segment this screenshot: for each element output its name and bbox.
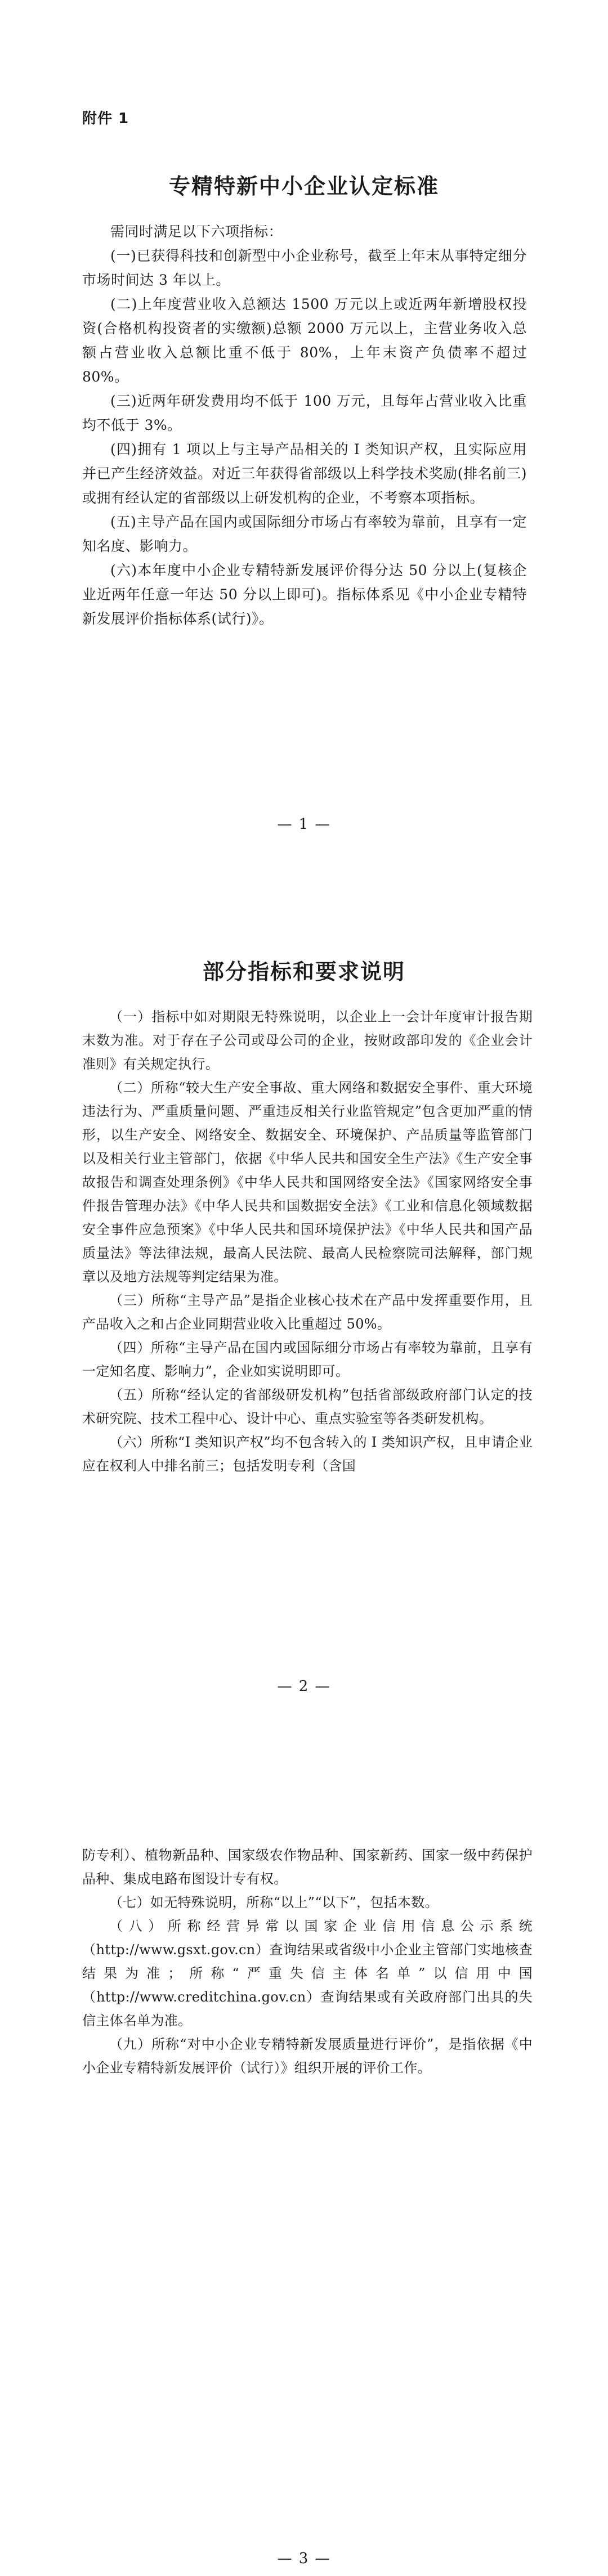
- explanation-7: （七）如无特殊说明，所称“以上”“以下”，包括本数。: [109, 1895, 439, 1910]
- criterion-5: (五)主导产品在国内或国际细分市场占有率较为靠前，且享有一定知名度、影响力。: [82, 514, 527, 554]
- explanation-1: （一）指标中如对期限无特殊说明，以企业上一会计年度审计报告期末数为准。对于存在子公司或母公司的企业，按财政部印发的《企业会计准则》有关规定执行。: [82, 1009, 533, 1072]
- explanation-body-continued: [82, 1843, 533, 2080]
- criterion-2: (二)上年度营业收入总额达 1500 万元以上或近两年新增股权投资(合格机构投资者的实缴额)总额 2000 万元以上，主营业务收入总额占营业收入总额比重不低于 80%，上年末资产负债率不超过 80%。: [82, 296, 527, 385]
- attachment-label: 附件 1: [82, 110, 129, 127]
- explanation-4: （四）所称“主导产品在国内或国际细分市场占有率较为靠前，且享有一定知名度、影响力”，企业如实说明即可。: [82, 1340, 533, 1379]
- page-3: [0, 1717, 608, 2576]
- page-number: — 2 —: [277, 1678, 331, 1695]
- explanation-5: （五）所称“经认定的省部级研发机构”包括省部级政府部门认定的技术研究院、技术工程中心、设计中心、重点实验室等各类研发机构。: [82, 1387, 533, 1426]
- criterion-1: (一)已获得科技和创新型中小企业称号，截至上年末从事特定细分市场时间达 3 年以上。: [82, 248, 527, 288]
- page-number: — 3 —: [277, 2550, 331, 2567]
- criterion-3: (三)近两年研发费用均不低于 100 万元，且每年占营业收入比重均不低于 3%。: [82, 393, 527, 433]
- explanation-6: （六）所称“I 类知识产权”均不包含转入的 I 类知识产权，且申请企业应在权利人中排名前三；包括发明专利（含国: [82, 1434, 533, 1474]
- criterion-4: (四)拥有 1 项以上与主导产品相关的 I 类知识产权，且实际应用并已产生经济效益。对近三年获得省部级以上科学技术奖励(排名前三)或拥有经认定的省部级以上研发机构的企业，不考察本项指标。: [82, 441, 527, 506]
- explanation-2: （二）所称“较大生产安全事故、重大网络和数据安全事件、重大环境违法行为、严重质量问题、严重违反相关行业监管规定”包含更加严重的情形，以生产安全、网络安全、数据安全、环境保护、产品质量等监管部门以及相关行业主管部门，依据《中华人民共和国安全生产法》《生产安全事故报告和调查处理条例》《中华人民共和国网络安全法》《国家网络安全事件报告管理办法》《中华人民共和国数据安全法》《工业和信息化领域数据安全事件应急预案》《中华人民共和国环境保护法》《中华人民共和国产品质量法》等法律法规，最高人民法院、最高人民检察院司法解释，部门规章以及地方法规等判定结果为准。: [82, 1080, 533, 1285]
- page-number: — 1 —: [277, 816, 331, 833]
- explanation-3: （三）所称“主导产品”是指企业核心技术在产品中发挥重要作用，且产品收入之和占企业同期营业收入比重超过 50%。: [82, 1293, 533, 1332]
- explanation-body: [82, 1005, 533, 1478]
- criterion-6: (六)本年度中小企业专精特新发展评价得分达 50 分以上(复核企业近两年任意一年达 50 分以上即可)。指标体系见《中小企业专精特新发展评价指标体系(试行)》。: [82, 562, 527, 627]
- section-title: 部分指标和要求说明: [202, 959, 405, 984]
- explanation-9: （九）所称“对中小企业专精特新发展质量进行评价”，是指依据《中小企业专精特新发展评价（试行）》组织开展的评价工作。: [82, 2036, 533, 2076]
- page-title: 专精特新中小企业认定标准: [168, 173, 439, 199]
- explanation-6-continued: 防专利）、植物新品种、国家级农作物品种、国家新药、国家一级中药保护品种、集成电路布图设计专有权。: [82, 1847, 533, 1887]
- page-1: [0, 0, 608, 859]
- explanation-8: （八）所称经营异常以国家企业信用信息公示系统（http://www.gsxt.gov.cn）查询结果或省级中小企业主管部门实地核查结果为准；所称“严重失信主体名单”以信用中国（http://www.creditchina.gov.cn）查询结果或有关政府部门出具的失信主体名单为准。: [82, 1918, 533, 2029]
- intro-paragraph: 需同时满足以下六项指标：: [110, 223, 283, 240]
- page-2: [0, 859, 608, 1717]
- criteria-body: [82, 219, 527, 631]
